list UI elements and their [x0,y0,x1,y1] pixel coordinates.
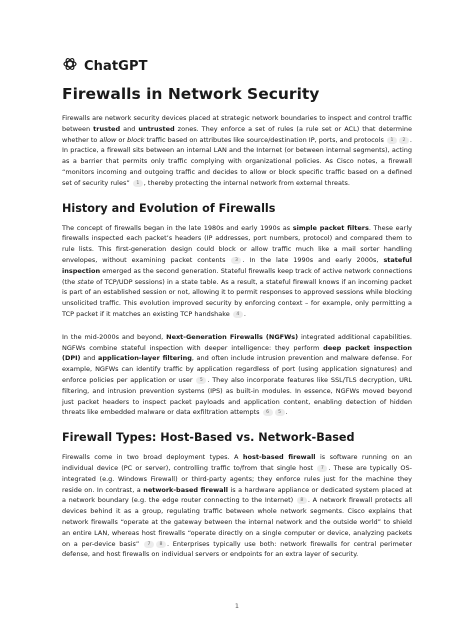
text-run: . Enterprises typically use both: network firewalls for central perimeter defense, and host firewalls on individual servers or endpoints for an extra layer of security. [62,539,413,559]
text-run: . In practice, a firewall sits between an internal LAN and the Internet (or between internal segments), acting as a barrier that permits only traffic complying with organizational policies. As Cisco notes, a firewall “monitors incoming and outgoing traffic and decides to allow or block specific traffic based on a defined set of security rules” [62,135,412,187]
text-run: The concept of firewalls began in the late 1980s and early 1990s as [62,223,293,232]
text-run: and [120,124,139,133]
history-paragraph-2 [62,332,412,418]
text-run: , and often include intrusion prevention and malware defense. For example, NGFWs can identify traffic by application regardless of port (using application signatures) and enforce policies per application or user [62,354,412,384]
text-run: . These early firewalls inspected each packet’s headers (IP addresses, port numbers, protocol) and compared them to rule lists. This first-generation design could block or allow traffic much like a mail sorter handling envelopes, without examining packet contents [62,223,412,264]
citation-badge[interactable]: 7 [317,465,327,472]
citation-badge[interactable]: 7 [144,541,154,548]
citation-badge[interactable]: 8 [156,541,166,548]
bold-term: deep packet inspection (DPI) [62,343,412,363]
intro-paragraph [62,113,412,189]
openai-knot-icon [62,56,78,76]
text-run: . They also incorporate features like SSL/TLS decryption, URL filtering, and intrusion prevention systems (IPS) as built-in modules. In essence, NGFWs moved beyond just packet headers to inspect packet payloads and application content, enabling detection of hidden threats like embedded malware or data exfiltration attempts [62,375,412,417]
bold-term: network-based firewall [143,485,228,494]
text-run: of TCP/UDP sessions) in a state table. As a result, a stateful firewall knows if an incoming packet is part of an established session or not, allowing it to permit responses to approved sessions while blocking unsolicited traffic. This evolution improved security by enforcing context – for example, only permitting a TCP packet if it matches an existing TCP handshake [62,277,412,318]
types-paragraph [62,452,412,560]
section-heading-history: History and Evolution of Firewalls [62,201,276,215]
brand-name: ChatGPT [84,58,148,74]
citation-badge[interactable]: 1 [133,180,143,187]
section-heading-types: Firewall Types: Host-Based vs. Network-Based [62,431,355,445]
citation-badge[interactable]: 2 [399,137,409,144]
citation-badge[interactable]: 8 [297,497,307,504]
italic-term: block [127,135,145,144]
document-title: Firewalls in Network Security [62,85,320,103]
bold-term: host-based firewall [242,453,316,462]
bold-term: simple packet filters [292,223,369,232]
text-run: . [243,309,246,318]
citation-badge[interactable]: 4 [233,311,243,318]
bold-term: trusted [93,124,121,133]
text-run: integrated additional capabilities. NGFWs combine stateful inspection with deeper intelligence: they perform [62,332,412,352]
citation-badge[interactable]: 5 [275,409,285,416]
text-run: is software running on an individual device (PC or server), controlling traffic to/from that single host [62,453,413,472]
text-run: and [80,354,98,363]
citation-badge[interactable]: 5 [196,377,206,384]
text-run: . [285,408,288,417]
text-run: , thereby protecting the internal network from external threats. [143,178,350,187]
bold-term: stateful inspection [62,255,412,275]
text-run: Firewalls are network security devices placed at strategic network boundaries to inspect and control traffic between [62,114,412,133]
bold-term: untrusted [138,124,175,133]
page-number: 1 [234,602,240,610]
bold-term: application-layer filtering [98,354,192,363]
text-run: In the mid-2000s and beyond, [62,332,167,341]
text-run: is a hardware appliance or dedicated system placed at a network boundary (e.g. the edge router connecting to the Internet) [62,485,412,505]
text-run: . These are typically OS-integrated (e.g. Windows Firewall) or third-party agents; they enforce rules just for the machine they reside on. In contrast, a [62,463,412,494]
italic-term: state [77,277,94,286]
text-run: . A network firewall protects all devices behind it as a group, regulating traffic between whole network segments. Cisco explains that network firewalls “operate at the gateway between the internal network and the outside world” to shield an entire LAN, whereas host firewalls “operate directly on a single computer or device, analyzing packets on a per-device basis” [62,496,412,548]
text-run: zones. They enforce a set of rules (a rule set or ACL) that determine whether to [62,124,412,144]
document-body [62,84,412,566]
text-run: Firewalls come in two broad deployment types. A [62,453,243,462]
text-run: emerged as the second generation. Stateful firewalls keep track of active network connections (the [62,266,412,286]
italic-term: allow [99,135,117,144]
citation-badge[interactable]: 3 [231,257,241,264]
text-run: or [116,135,128,144]
text-run: . In the late 1990s and early 2000s, [242,255,384,264]
text-run: traffic based on attributes like source/destination IP, ports, and protocols [144,135,386,144]
citation-badge[interactable]: 1 [387,137,397,144]
citation-badge[interactable]: 6 [263,409,273,416]
history-paragraph-1 [62,223,412,320]
bold-term: Next-Generation Firewalls (NGFWs) [166,332,299,341]
brand-header [62,56,148,76]
